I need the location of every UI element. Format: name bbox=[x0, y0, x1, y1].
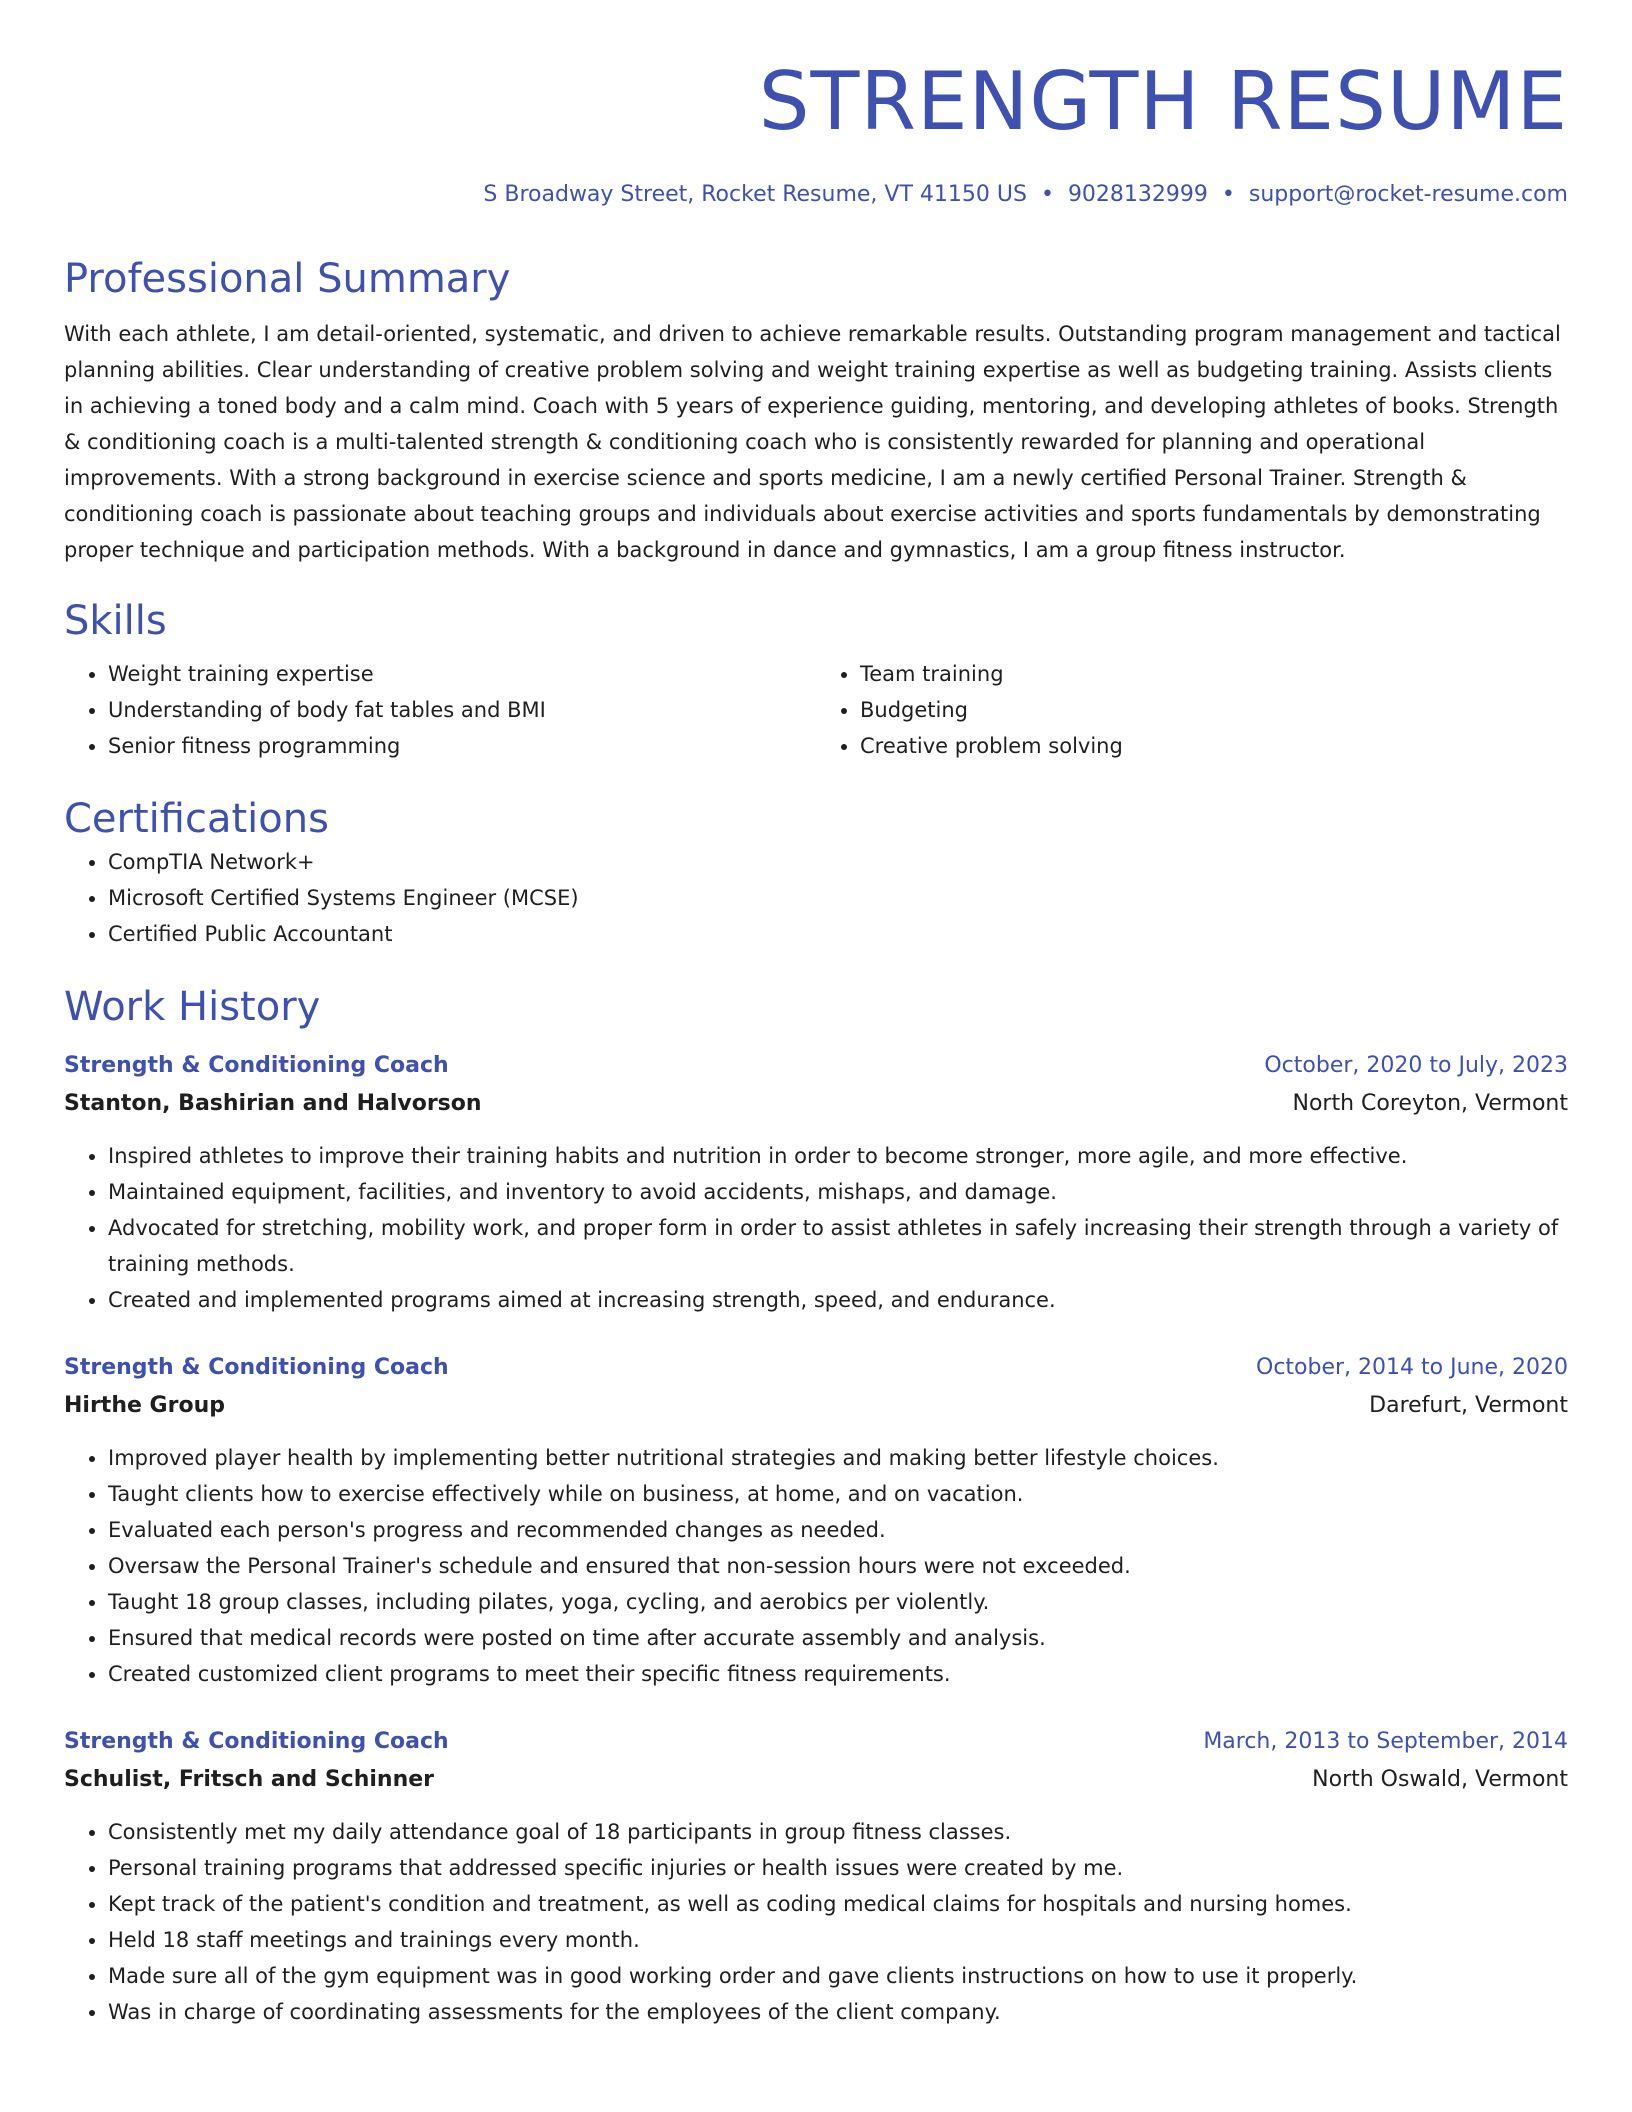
job-bullet: • Improved player health by implementing better nutritional strategies and making better lifestyle choices. bbox=[108, 1440, 1568, 1476]
skills-list-right bbox=[816, 656, 1568, 764]
job-dates: October, 2020 to July, 2023 bbox=[1264, 1053, 1568, 1078]
candidate-name: STRENGTH RESUME bbox=[758, 55, 1568, 148]
job-bullet: • Inspired athletes to improve their training habits and nutrition in order to become stronger, more agile, and more effective. bbox=[108, 1138, 1568, 1174]
job-bullet: • Made sure all of the gym equipment was in good working order and gave clients instructions on how to use it properly. bbox=[108, 1958, 1568, 1994]
job-bullet: • Was in charge of coordinating assessments for the employees of the client company. bbox=[108, 1994, 1568, 2030]
job-entry bbox=[64, 1724, 1568, 2030]
job-header-row bbox=[64, 1048, 1568, 1084]
contact-phone: 9028132999 bbox=[1067, 182, 1208, 207]
contact-address: S Broadway Street, Rocket Resume, VT 41150 US bbox=[483, 182, 1027, 207]
skills-heading: Skills bbox=[64, 598, 167, 644]
summary-text: With each athlete, I am detail-oriented, systematic, and driven to achieve remarkable results. Outstanding program management and tactical planning abilities. Clear understanding of creative problem solving and weight training expertise as well as budgeting training. Assists clients in achieving a toned body and a calm mind. Coach with 5 years of experience guiding, mentoring, and developing athletes of books. Strength & conditioning coach is a multi-talented strength & conditioning coach who is consistently rewarded for planning and operational improvements. With a strong background in exercise science and sports medicine, I am a newly certified Personal Trainer. Strength & conditioning coach is passionate about teaching groups and individuals about exercise activities and sports fundamentals by demonstrating proper technique and participation methods. With a background in dance and gymnastics, I am a group fitness instructor. bbox=[64, 322, 1561, 562]
job-company: Hirthe Group bbox=[64, 1393, 225, 1418]
job-location: Darefurt, Vermont bbox=[1369, 1393, 1568, 1418]
job-bullet: • Taught 18 group classes, including pilates, yoga, cycling, and aerobics per violently. bbox=[108, 1584, 1568, 1620]
job-title: Strength & Conditioning Coach bbox=[64, 1053, 449, 1078]
contact-separator: • bbox=[1221, 182, 1235, 207]
job-entry bbox=[64, 1350, 1568, 1692]
skills-list-left bbox=[64, 656, 816, 764]
skills-grid bbox=[64, 656, 1568, 764]
job-location: North Coreyton, Vermont bbox=[1292, 1091, 1568, 1116]
skill-item: • Creative problem solving bbox=[860, 728, 1568, 764]
job-bullet: • Ensured that medical records were posted on time after accurate assembly and analysis. bbox=[108, 1620, 1568, 1656]
job-location: North Oswald, Vermont bbox=[1312, 1767, 1568, 1792]
skill-item: • Weight training expertise bbox=[108, 656, 816, 692]
job-bullet: • Created and implemented programs aimed at increasing strength, speed, and endurance. bbox=[108, 1282, 1568, 1318]
skill-item: • Budgeting bbox=[860, 692, 1568, 728]
certification-item: • Certified Public Accountant bbox=[108, 916, 1568, 952]
job-dates: October, 2014 to June, 2020 bbox=[1256, 1355, 1568, 1380]
job-bullets bbox=[64, 1814, 1568, 2030]
work-history-heading: Work History bbox=[64, 984, 321, 1030]
job-bullet: • Consistently met my daily attendance goal of 18 participants in group fitness classes. bbox=[108, 1814, 1568, 1850]
certification-item: • Microsoft Certified Systems Engineer (MCSE) bbox=[108, 880, 1568, 916]
job-company: Schulist, Fritsch and Schinner bbox=[64, 1767, 435, 1792]
certification-item: • CompTIA Network+ bbox=[108, 844, 1568, 880]
job-header-row bbox=[64, 1724, 1568, 1760]
skill-item: • Team training bbox=[860, 656, 1568, 692]
job-company-row bbox=[64, 1386, 1568, 1426]
job-company-row bbox=[64, 1084, 1568, 1124]
contact-email: support@rocket-resume.com bbox=[1248, 182, 1568, 207]
job-company: Stanton, Bashirian and Halvorson bbox=[64, 1091, 482, 1116]
resume-header bbox=[64, 56, 1568, 210]
job-bullet: • Advocated for stretching, mobility work, and proper form in order to assist athletes in safely increasing their strength through a variety of training methods. bbox=[108, 1210, 1568, 1282]
job-bullets bbox=[64, 1440, 1568, 1692]
contact-line bbox=[64, 180, 1568, 210]
job-bullet: • Oversaw the Personal Trainer's schedule and ensured that non-session hours were not exceeded. bbox=[108, 1548, 1568, 1584]
job-bullet: • Held 18 staff meetings and trainings every month. bbox=[108, 1922, 1568, 1958]
summary-heading: Professional Summary bbox=[64, 256, 511, 302]
job-dates: March, 2013 to September, 2014 bbox=[1203, 1729, 1568, 1754]
skill-item: • Understanding of body fat tables and BMI bbox=[108, 692, 816, 728]
job-bullet: • Personal training programs that addressed specific injuries or health issues were created by me. bbox=[108, 1850, 1568, 1886]
job-bullet: • Taught clients how to exercise effectively while on business, at home, and on vacation. bbox=[108, 1476, 1568, 1512]
job-bullet: • Created customized client programs to meet their specific fitness requirements. bbox=[108, 1656, 1568, 1692]
skill-item: • Senior fitness programming bbox=[108, 728, 816, 764]
job-bullet: • Kept track of the patient's condition and treatment, as well as coding medical claims for hospitals and nursing homes. bbox=[108, 1886, 1568, 1922]
contact-separator: • bbox=[1040, 182, 1054, 207]
job-bullet: • Maintained equipment, facilities, and inventory to avoid accidents, mishaps, and damage. bbox=[108, 1174, 1568, 1210]
job-title: Strength & Conditioning Coach bbox=[64, 1355, 449, 1380]
certifications-list bbox=[64, 844, 1568, 952]
job-entry bbox=[64, 1048, 1568, 1318]
certifications-heading: Certifications bbox=[64, 796, 329, 842]
job-bullet: • Evaluated each person's progress and recommended changes as needed. bbox=[108, 1512, 1568, 1548]
job-company-row bbox=[64, 1760, 1568, 1800]
job-bullets bbox=[64, 1138, 1568, 1318]
job-title: Strength & Conditioning Coach bbox=[64, 1729, 449, 1754]
job-header-row bbox=[64, 1350, 1568, 1386]
